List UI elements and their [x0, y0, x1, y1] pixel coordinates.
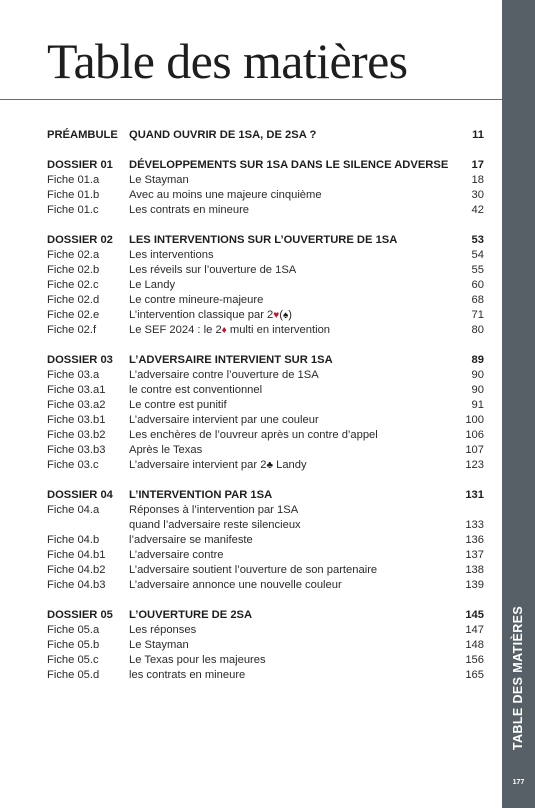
- toc-entry[interactable]: [47, 548, 484, 563]
- toc-entry[interactable]: [47, 263, 484, 278]
- entry-number: Fiche 02.f: [47, 324, 97, 336]
- entry-title: L’adversaire contre: [129, 549, 224, 561]
- side-section-label: TABLE DES MATIÈRES: [511, 605, 525, 751]
- entry-title: L’ADVERSAIRE INTERVIENT SUR 1SA: [129, 354, 333, 366]
- entry-title: quand l’adversaire reste silencieux: [129, 519, 301, 531]
- entry-title: Le Stayman: [129, 639, 189, 651]
- entry-title: Après le Texas: [129, 444, 203, 456]
- toc-entry[interactable]: [47, 278, 484, 293]
- entry-page: 68: [471, 294, 484, 306]
- entry-title: QUAND OUVRIR DE 1SA, DE 2SA ?: [129, 129, 317, 141]
- toc-entry[interactable]: [47, 668, 484, 683]
- toc-entry-continuation[interactable]: [47, 518, 484, 533]
- toc-entry[interactable]: [47, 293, 484, 308]
- entry-number: PRÉAMBULE: [47, 129, 118, 141]
- entry-page: 89: [471, 354, 484, 366]
- entry-page: 123: [465, 459, 484, 471]
- entry-number: Fiche 03.b3: [47, 444, 106, 456]
- entry-page: 148: [465, 639, 484, 651]
- entry-number: DOSSIER 02: [47, 234, 113, 246]
- entry-title: l’adversaire se manifeste: [129, 534, 253, 546]
- toc-section-dossier-04: [47, 488, 484, 593]
- entry-title: Le contre est punitif: [129, 399, 227, 411]
- toc-section-preamble: [47, 128, 484, 143]
- heart-suit-icon: ♥: [273, 310, 280, 321]
- entry-number: Fiche 03.c: [47, 459, 99, 471]
- entry-number: Fiche 03.a2: [47, 399, 106, 411]
- entry-title: Le SEF 2024 : le 2: [129, 324, 222, 336]
- entry-title: Les interventions: [129, 249, 214, 261]
- toc-section-dossier-01: [47, 158, 484, 218]
- toc-entry[interactable]: [47, 188, 484, 203]
- entry-number: Fiche 02.c: [47, 279, 99, 291]
- toc-entry[interactable]: [47, 323, 484, 338]
- entry-page: 106: [465, 429, 484, 441]
- entry-page: 145: [465, 609, 484, 621]
- toc-entry[interactable]: [47, 368, 484, 383]
- entry-page: 147: [465, 624, 484, 636]
- entry-page: 138: [465, 564, 484, 576]
- entry-number: Fiche 01.b: [47, 189, 100, 201]
- entry-number: Fiche 04.b1: [47, 549, 106, 561]
- entry-number: Fiche 02.e: [47, 309, 100, 321]
- entry-title-group: [129, 323, 450, 338]
- entry-title: Réponses à l’intervention par 1SA: [129, 504, 299, 516]
- entry-number: Fiche 03.a1: [47, 384, 106, 396]
- entry-title: Le contre mineure-majeure: [129, 294, 264, 306]
- toc-entry[interactable]: [47, 443, 484, 458]
- entry-title: Le Stayman: [129, 174, 189, 186]
- toc-entry[interactable]: [47, 578, 484, 593]
- toc-entry[interactable]: [47, 398, 484, 413]
- title-divider: [0, 99, 502, 100]
- toc-entry[interactable]: [47, 428, 484, 443]
- entry-page: 139: [465, 579, 484, 591]
- entry-title-end: Landy: [273, 459, 307, 471]
- entry-title: Le Texas pour les majeures: [129, 654, 266, 666]
- entry-title: L’adversaire annonce une nouvelle couleur: [129, 579, 342, 591]
- paren-close: ): [288, 309, 293, 321]
- entry-page: 30: [471, 189, 484, 201]
- entry-number: DOSSIER 05: [47, 609, 113, 621]
- toc-section-dossier-02: [47, 233, 484, 338]
- entry-title-group: [129, 308, 450, 323]
- entry-page: 131: [465, 489, 484, 501]
- entry-number: Fiche 03.a: [47, 369, 100, 381]
- entry-page: 90: [471, 384, 484, 396]
- toc-heading-dossier-03[interactable]: [47, 353, 484, 368]
- entry-title: L’adversaire contre l’ouverture de 1SA: [129, 369, 319, 381]
- diamond-suit-icon: ♦: [221, 325, 227, 336]
- toc-entry[interactable]: [47, 458, 484, 473]
- entry-page: 91: [471, 399, 484, 411]
- entry-title: DÉVELOPPEMENTS SUR 1SA DANS LE SILENCE ADVERSE: [129, 159, 449, 171]
- entry-page: 71: [471, 309, 484, 321]
- entry-number: Fiche 05.a: [47, 624, 100, 636]
- toc-entry[interactable]: [47, 623, 484, 638]
- entry-page: 53: [471, 234, 484, 246]
- toc-entry[interactable]: [47, 653, 484, 668]
- toc-heading-dossier-02[interactable]: [47, 233, 484, 248]
- entry-page: 17: [471, 159, 484, 171]
- toc-entry[interactable]: [47, 563, 484, 578]
- toc-entry[interactable]: [47, 203, 484, 218]
- toc-heading-dossier-01[interactable]: [47, 158, 484, 173]
- entry-number: Fiche 01.c: [47, 204, 99, 216]
- toc-entry[interactable]: [47, 248, 484, 263]
- table-of-contents: [47, 128, 484, 698]
- entry-page: 80: [471, 324, 484, 336]
- spade-suit-icon: ♠: [282, 310, 289, 321]
- toc-heading-dossier-05[interactable]: [47, 608, 484, 623]
- entry-title: LES INTERVENTIONS SUR L’OUVERTURE DE 1SA: [129, 234, 398, 246]
- entry-title: Les enchères de l’ouvreur après un contre d’appel: [129, 429, 378, 441]
- entry-page: 100: [465, 414, 484, 426]
- entry-number: DOSSIER 01: [47, 159, 113, 171]
- entry-number: Fiche 02.d: [47, 294, 100, 306]
- entry-title: Les réveils sur l’ouverture de 1SA: [129, 264, 297, 276]
- club-suit-icon: ♣: [266, 460, 273, 471]
- entry-number: Fiche 04.b3: [47, 579, 106, 591]
- entry-title: L’adversaire soutient l’ouverture de son partenaire: [129, 564, 378, 576]
- entry-title: L’intervention classique par 2: [129, 309, 274, 321]
- entry-number: Fiche 03.b2: [47, 429, 106, 441]
- entry-number: DOSSIER 04: [47, 489, 113, 501]
- entry-page: 60: [471, 279, 484, 291]
- entry-page: 90: [471, 369, 484, 381]
- entry-number: Fiche 04.a: [47, 504, 100, 516]
- toc-entry[interactable]: [47, 638, 484, 653]
- entry-number: Fiche 04.b2: [47, 564, 106, 576]
- toc-section-dossier-05: [47, 608, 484, 683]
- entry-title: L’OUVERTURE DE 2SA: [129, 609, 253, 621]
- entry-title: L’adversaire intervient par 2: [129, 459, 267, 471]
- page-number: 177: [512, 779, 525, 786]
- toc-heading-dossier-04[interactable]: [47, 488, 484, 503]
- entry-title: L’adversaire intervient par une couleur: [129, 414, 319, 426]
- entry-title: L’INTERVENTION PAR 1SA: [129, 489, 273, 501]
- entry-title-end: multi en intervention: [226, 324, 331, 336]
- entry-page: 133: [465, 519, 484, 531]
- entry-title: Les réponses: [129, 624, 197, 636]
- entry-page: 165: [465, 669, 484, 681]
- toc-entry[interactable]: [47, 533, 484, 548]
- entry-number: Fiche 02.a: [47, 249, 100, 261]
- entry-page: 54: [471, 249, 484, 261]
- entry-title: les contrats en mineure: [129, 669, 246, 681]
- toc-entry[interactable]: [47, 308, 484, 323]
- toc-section-dossier-03: [47, 353, 484, 473]
- paren-open: (: [279, 309, 283, 321]
- entry-title: Avec au moins une majeure cinquième: [129, 189, 322, 201]
- entry-number: Fiche 05.b: [47, 639, 100, 651]
- entry-page: 137: [465, 549, 484, 561]
- entry-page: 11: [472, 129, 484, 141]
- entry-number: Fiche 02.b: [47, 264, 100, 276]
- entry-page: 107: [465, 444, 484, 456]
- entry-page: 156: [465, 654, 484, 666]
- entry-number: Fiche 05.d: [47, 669, 100, 681]
- entry-number: Fiche 04.b: [47, 534, 100, 546]
- entry-number: DOSSIER 03: [47, 354, 113, 366]
- page-title: Table des matières: [47, 33, 408, 89]
- entry-number: Fiche 03.b1: [47, 414, 106, 426]
- entry-number: Fiche 01.a: [47, 174, 100, 186]
- entry-title-group: [129, 458, 450, 473]
- entry-title: Le Landy: [129, 279, 176, 291]
- entry-title: le contre est conventionnel: [129, 384, 263, 396]
- toc-entry[interactable]: [47, 383, 484, 398]
- toc-entry[interactable]: [47, 173, 484, 188]
- toc-entry[interactable]: [47, 413, 484, 428]
- entry-page: 18: [471, 174, 484, 186]
- toc-entry[interactable]: [47, 503, 484, 518]
- entry-page: 136: [465, 534, 484, 546]
- entry-title: Les contrats en mineure: [129, 204, 250, 216]
- entry-page: 42: [471, 204, 484, 216]
- toc-heading-preamble[interactable]: [47, 128, 484, 143]
- entry-page: 55: [471, 264, 484, 276]
- entry-number: Fiche 05.c: [47, 654, 99, 666]
